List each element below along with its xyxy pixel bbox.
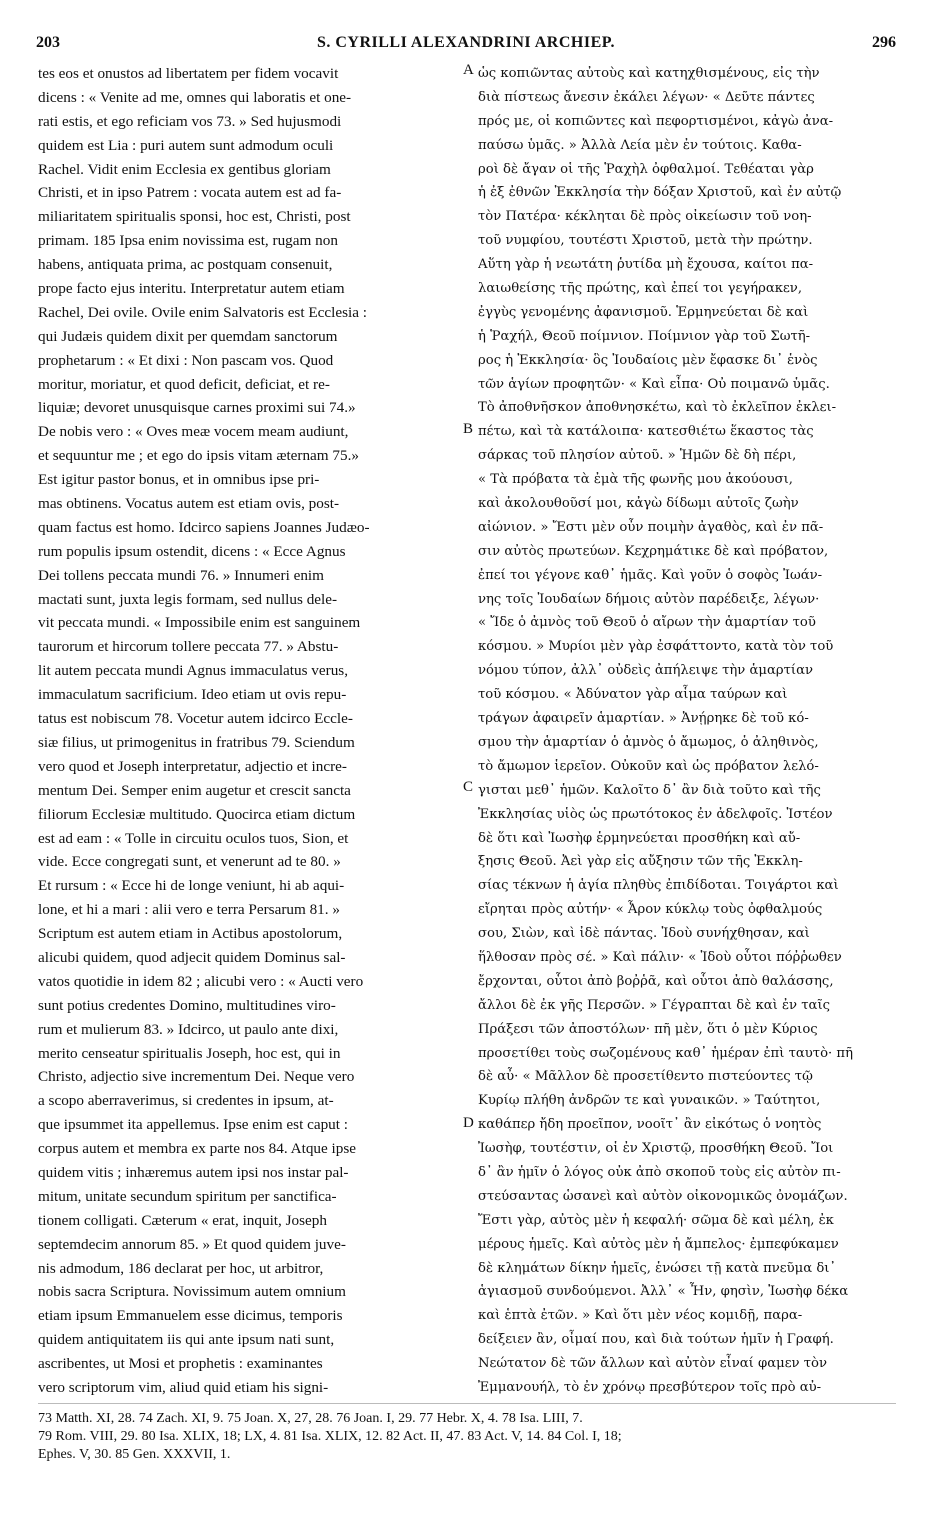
latin-text-line: rati estis, et ego reficiam vos 73. » Sed hujusmodi — [38, 112, 342, 130]
latin-text-line: moritur, moriatur, et quod deficit, deficiat, et re- — [38, 375, 330, 393]
footnote-rule — [38, 1403, 896, 1404]
footnote-line: Ephes. V, 30. 85 Gen. XXXVII, 1. — [38, 1447, 231, 1462]
latin-text-line: nis admodum, 186 declarat per hoc, ut arbitror, — [38, 1259, 324, 1277]
latin-text-line: quidem antiquitatem iis qui ante ipsum nati sunt, — [38, 1331, 335, 1349]
latin-text-line: rum populis ipsum ostendit, dicens : « Ecce Agnus — [38, 542, 346, 560]
latin-text-line: Et rursum : « Ecce hi de longe veniunt, hi ab aqui- — [38, 877, 345, 895]
latin-text-line: alicubi quidem, quod adjecit quidem Dominus sal- — [38, 948, 346, 966]
greek-text-line: τοῦ κόσμου. « Ἀδύνατον γὰρ αἷμα ταύρων καὶ — [478, 687, 788, 703]
greek-text-line: μέρους ἡμεῖς. Καὶ αὐτὸς μὲν ἡ ἄμπελος· ἐμπεφύκαμεν — [478, 1236, 839, 1252]
running-title: S. CYRILLI ALEXANDRINI ARCHIEP. — [316, 34, 616, 51]
greek-text-line: σάρκας τοῦ πλησίον αὐτοῦ. » Ἡμῶν δὲ δὴ πέρι, — [478, 448, 797, 464]
greek-text-line: ἥλθοσαν πρὸς σέ. » Καὶ πάλιν· « Ἰδοὺ οὗτοι πόῤῥωθεν — [478, 949, 842, 965]
latin-text-line: sunt potius credentes Domino, multitudines viro- — [38, 996, 336, 1014]
latin-text-line: Est igitur pastor bonus, et in omnibus ipse pri- — [38, 471, 320, 489]
latin-text-line: est ad eam : « Tolle in circuitu oculos tuos, Sion, et — [38, 829, 349, 847]
greek-text-line: Ἔστι γὰρ, αὐτὸς μὲν ἡ κεφαλή· σῶμα δὲ καὶ μέλη, ἐκ — [478, 1212, 834, 1228]
latin-text-line: lit autem peccata mundi Agnus immaculatus verus, — [38, 662, 349, 680]
greek-text-line: ἁγιασμοῦ συνδούμενοι. Ἀλλ᾿ « Ἦν, φησὶν, Ἰωσὴφ δέκα — [478, 1284, 849, 1300]
latin-text-line: vatos quotidie in idem 82 ; alicubi vero : « Aucti vero — [38, 972, 364, 990]
margin-marker-c: C — [463, 779, 474, 795]
latin-text-line: De nobis vero : « Oves meæ vocem meam audiunt, — [38, 423, 349, 441]
latin-text-line: Christi, et in ipso Patrem : vocata autem est ad fa- — [38, 184, 342, 202]
margin-marker-b: B — [463, 421, 474, 437]
latin-text-line: prope facto ejus interitu. Interpretatur autem etiam — [38, 280, 345, 298]
greek-text-line: Πράξεσι τῶν ἀποστόλων· πῆ μὲν, ὅτι ὁ μὲν Κύριος — [478, 1021, 818, 1037]
greek-text-line: Ἐμμανουήλ, τὸ ἐν χρόνῳ πρεσβύτερον τοῖς πρὸ αὐ- — [478, 1379, 822, 1395]
page-number-right: 296 — [872, 34, 896, 51]
greek-text-line: πέτω, καὶ τὰ κατάλοιπα· κατεσθιέτω ἕκαστος τὰς — [478, 424, 814, 440]
latin-text-line: mas obtinens. Vocatus autem est etiam ovis, post- — [38, 495, 340, 513]
greek-text-line: παύσω ὑμᾶς. » Ἀλλὰ Λεία μὲν ἐν τούτοις. Καθα- — [478, 137, 802, 153]
latin-text-line: corpus autem et membra ex parte nos 84. Atque ipse — [38, 1140, 357, 1158]
greek-text-line: πρός με, οἱ κοπιῶντες καὶ πεφορτισμένοι, κἀγὼ ἀνα- — [478, 113, 834, 129]
greek-text-line: αἰώνιον. » Ἔστι μὲν οὖν ποιμὴν ἀγαθὸς, καὶ ἐν πᾶ- — [478, 519, 824, 535]
latin-text-line: mentum Dei. Semper enim augetur et crescit sancta — [38, 781, 351, 799]
latin-text-line: filiorum Ecclesiæ multitudo. Quocirca etiam dictum — [38, 805, 356, 823]
greek-text-line: Αὕτη γὰρ ἡ νεωτάτη ῥυτίδα μὴ ἔχουσα, καίτοι πα- — [478, 257, 814, 273]
latin-text-line: mactati sunt, juxta legis formam, sed nullus dele- — [38, 590, 338, 608]
latin-text-line: et sequuntur me ; et ego do ipsis vitam æternam 75.» — [38, 447, 359, 465]
latin-text-line: quidem vitis ; inhæremus autem ipsi nos instar pal- — [38, 1163, 349, 1181]
greek-text-line: τὸν Πατέρα· κέκληται δὲ πρὸς οἰκείωσιν τοῦ νοη- — [478, 209, 812, 225]
latin-text-line: tatus est nobiscum 78. Vocetur autem idcirco Eccle- — [38, 710, 353, 728]
greek-text-line: ροὶ δὲ ἄγαν οἱ τῆς Ῥαχὴλ ὀφθαλμοί. Τεθέαται γὰρ — [478, 161, 814, 177]
latin-text-line: Rachel. Vidit enim Ecclesia ex gentibus gloriam — [38, 160, 331, 178]
greek-text-line: Κυρίῳ πλήθη ἀνδρῶν τε καὶ γυναικῶν. » Ταύτητοι, — [478, 1093, 821, 1109]
latin-text-line: liquiæ; devoret unusquisque carnes proximi sui 74.» — [38, 399, 356, 417]
latin-text-line: qui Judæis quidem dixit per quemdam sanctorum — [38, 327, 338, 345]
latin-text-line: merito censeatur spiritualis Joseph, hoc est, qui in — [38, 1044, 341, 1062]
greek-text-line: ἄλλοι δὲ ἐκ γῆς Περσῶν. » Γέγραπται δὲ καὶ ἐν ταῖς — [478, 997, 831, 1013]
latin-text-line: immaculatum sacrificium. Ideo etiam ut ovis repu- — [38, 686, 347, 704]
greek-text-line: σμου τὴν ἁμαρτίαν ὁ ἀμνὸς ὁ ἄμωμος, ὁ ἀληθινὸς, — [478, 734, 819, 750]
greek-text-line: ρος ἡ Ἐκκλησία· ὃς Ἰουδαίοις μὲν ἔφασκε δι᾿ ἑνὸς — [478, 352, 818, 368]
latin-text-line: vero scriptorum vim, aliud quid etiam his signi- — [38, 1378, 329, 1396]
latin-text-line: nobis sacra Scriptura. Novissimum autem omnium — [38, 1283, 346, 1301]
greek-text-line: ἔρχονται, οὗτοι ἀπὸ βοῤῥᾶ, καὶ οὗτοι ἀπὸ θαλάσσης, — [478, 973, 834, 989]
footnotes — [38, 1410, 898, 1464]
latin-text-line: ascribentes, ut Mosi et prophetis : examinantes — [38, 1355, 323, 1373]
footnote-line: 79 Rom. VIII, 29. 80 Isa. XLIX, 18; LX, 4. 81 Isa. XLIX, 12. 82 Act. II, 47. 83 Act. V, 14. 84 Col. I, 18; — [38, 1429, 622, 1444]
latin-text-line: lone, et hi a mari : alii vero e terra Persarum 81. » — [38, 901, 340, 919]
greek-text-line: λαιωθείσης τῆς πρώτης, καὶ ἐπεί τοι γεγήρακεν, — [478, 281, 803, 297]
greek-text-line: νόμου τύπον, ἀλλ᾿ οὐδεὶς ἀπήλειψε τὴν ἁμαρτίαν — [478, 663, 814, 679]
greek-text-line: διὰ πίστεως ἄνεσιν ἐκάλει λέγων· « Δεῦτε πάντες — [478, 89, 815, 105]
latin-text-line: Rachel, Dei ovile. Ovile enim Salvatoris est Ecclesia : — [38, 303, 367, 321]
page-number-left: 203 — [36, 34, 60, 51]
greek-text-line: τὸ ἄμωμον ἱερεῖον. Οὐκοῦν καὶ ὡς πρόβατον λελό- — [478, 758, 819, 774]
greek-text-line: ὡς κοπιῶντας αὐτοὺς καὶ κατηχθισμένους, εἰς τὴν — [478, 66, 820, 81]
latin-text-line: quam factus est homo. Idcirco sapiens Joannes Judæo- — [38, 518, 370, 536]
latin-text-line: Scriptum est autem etiam in Actibus apostolorum, — [38, 925, 343, 943]
latin-text-line: quidem est Lia : puri autem sunt admodum oculi — [38, 136, 334, 154]
latin-text-line: habens, antiquata prima, ac postquam consenuit, — [38, 256, 333, 274]
greek-text-line: προσετίθει τοὺς σωζομένους καθ᾿ ἡμέραν ἐπὶ ταυτὸ· πῆ — [478, 1045, 853, 1061]
greek-text-line: « Τὰ πρόβατα τὰ ἐμὰ τῆς φωνῆς μου ἀκούουσι, — [478, 472, 793, 488]
latin-text-line: que ipsummet ita appellemus. Ipse enim est caput : — [38, 1116, 349, 1134]
greek-text-line: γισται μεθ᾿ ἡμῶν. Καλοῖτο δ᾿ ἂν διὰ τοῦτο καὶ τῆς — [478, 782, 821, 798]
latin-column — [38, 62, 456, 1400]
greek-text-line: δὲ ὅτι καὶ Ἰωσὴφ ἑρμηνεύεται προσθήκη καὶ αὔ- — [478, 830, 801, 846]
greek-text-line: εἴρηται πρὸς αὐτήν· « Ἆρον κύκλῳ τοὺς ὀφθαλμούς — [478, 902, 823, 918]
latin-text-line: vero quod et Joseph interpretatur, adjectio et incre- — [38, 757, 347, 775]
greek-text-line: Τὸ ἀποθνῆσκον ἀποθνησκέτω, καὶ τὸ ἐκλεῖπον ἐκλει- — [478, 400, 837, 416]
greek-text-line: στεύσαντας ὡσανεὶ καὶ αὐτὸν οἰκονομικῶς ὀνομάζων. — [478, 1188, 848, 1204]
greek-text-line: κόσμου. » Μυρίοι μὲν γὰρ ἐσφάττοντο, κατὰ τὸν τοῦ — [478, 639, 834, 655]
greek-text-line: Ἰωσὴφ, τουτέστιν, οἱ ἐν Χριστῷ, προσθήκη Θεοῦ. Ἴοι — [478, 1141, 834, 1157]
greek-text-line: δὲ κλημάτων δίκην ἡμεῖς, ἑνώσει τῇ κατὰ πνεῦμα δι᾿ — [478, 1260, 837, 1276]
greek-text-line: καθάπερ ἤδη προεῖπον, νοοῖτ᾿ ἂν εἰκότως ὁ νοητὸς — [478, 1117, 822, 1133]
latin-text-line: etiam ipsum Emmanuelem esse dicimus, temporis — [38, 1307, 343, 1325]
latin-text-line: vide. Ecce congregati sunt, et venerunt ad te 80. » — [38, 853, 341, 871]
latin-text-line: taurorum et hircorum tollere peccata 77. » Abstu- — [38, 638, 339, 656]
latin-text-line: dicens : « Venite ad me, omnes qui laboratis et one- — [38, 88, 352, 106]
latin-text-line: vit peccata mundi. « Impossibile enim est sanguinem — [38, 614, 361, 632]
latin-text-line: tionem colligati. Cæterum « erat, inquit, Joseph — [38, 1211, 327, 1229]
running-header — [36, 34, 896, 58]
margin-marker-a: A — [463, 62, 474, 78]
greek-text-line: καὶ ἑπτὰ ἐτῶν. » Καὶ ὅτι μὲν νέος κομιδῇ, παρα- — [478, 1308, 803, 1324]
latin-text-line: prophetarum : « Et dixi : Non pascam vos. Quod — [38, 351, 334, 369]
latin-text-line: miliaritatem spiritualis sponsi, hoc est, Christi, post — [38, 208, 351, 226]
greek-text-line: Ἐκκλησίας υἱὸς ὡς πρωτότοκος ἐν ἀδελφοῖς. Ἰστέον — [478, 806, 833, 822]
greek-text-line: δ᾿ ἂν ἡμῖν ὁ λόγος οὐκ ἀπὸ σκοποῦ τοὺς εἰς αὐτὸν πι- — [478, 1164, 841, 1180]
latin-text-line: mitum, unitate secundum spiritum per sanctifica- — [38, 1187, 337, 1205]
greek-text-line: « Ἴδε ὁ ἀμνὸς τοῦ Θεοῦ ὁ αἴρων τὴν ἁμαρτίαν τοῦ — [478, 615, 816, 631]
greek-text-line: ἐπεί τοι γέγονε καθ᾿ ἡμᾶς. Καὶ γοῦν ὁ σοφὸς Ἰωάν- — [478, 567, 823, 583]
latin-text-line: Christo, adjectio sive incrementum Dei. Neque vero — [38, 1068, 355, 1086]
latin-text-line: septemdecim annorum 85. » Et quod quidem juve- — [38, 1235, 346, 1253]
latin-text-line: a scopo aberraverimus, si credentes in ipsum, at- — [38, 1092, 334, 1110]
greek-text-line: καὶ ἀκολουθοῦσί μοι, κἀγὼ δίδωμι αὐτοῖς ζωὴν — [478, 496, 799, 512]
greek-text-line: σίας τέκνων ἡ ἁγία πληθὺς ἐπιδίδοται. Τοιγάρτοι καὶ — [478, 878, 839, 894]
greek-text-line: σου, Σιὼν, καὶ ἰδὲ πάντας. Ἰδοὺ συνήχθησαν, καὶ — [478, 926, 810, 942]
greek-text-line: τράγων ἀφαιρεῖν ἁμαρτίαν. » Ἀνῄρηκε δὲ τοῦ κό- — [478, 711, 809, 727]
greek-text-line: ἡ Ῥαχήλ, Θεοῦ ποίμνιον. Ποίμνιον γὰρ τοῦ Σωτῆ- — [478, 328, 811, 344]
greek-text-line: τῶν ἁγίων προφητῶν· « Καὶ εἶπα· Οὐ ποιμανῶ ὑμᾶς. — [478, 376, 830, 392]
latin-text-line: primam. 185 Ipsa enim novissima est, rugam non — [38, 232, 338, 250]
greek-text-line: νης τοῖς Ἰουδαίων δήμοις αὐτὸν παρέδειξε, λέγων· — [478, 591, 820, 607]
greek-column — [478, 62, 894, 1400]
greek-text-line: δείξειεν ἂν, οἶμαί που, καὶ διὰ τούτων ἡμῖν ἡ Γραφή. — [478, 1332, 834, 1348]
footnote-line: 73 Matth. XI, 28. 74 Zach. XI, 9. 75 Joan. X, 27, 28. 76 Joan. I, 29. 77 Hebr. X, 4. 78 Isa. LIII, 7. — [38, 1411, 583, 1426]
greek-text-line: ξησις Θεοῦ. Ἀεὶ γὰρ εἰς αὔξησιν τῶν τῆς Ἐκκλη- — [478, 854, 803, 870]
greek-text-line: Νεώτατον δὲ τῶν ἄλλων καὶ αὐτὸν εἶναί φαμεν τὸν — [478, 1356, 827, 1372]
margin-marker-d: D — [463, 1115, 474, 1131]
greek-text-line: τοῦ νυμφίου, τουτέστι Χριστοῦ, μετὰ τὴν πρώτην. — [478, 233, 813, 249]
latin-text-line: siæ filius, ut primogenitus in fratribus 79. Sciendum — [38, 733, 355, 751]
greek-text-line: σιν αὐτὸς πρωτεύων. Κεχρημάτικε δὲ καὶ πρόβατον, — [478, 543, 829, 559]
greek-text-line: δὲ αὖ· « Μᾶλλον δὲ προσετίθεντο πιστεύοντες τῷ — [478, 1069, 813, 1085]
greek-text-line: ἐγγὺς γενομένης ἀφανισμοῦ. Ἑρμηνεύεται δὲ καὶ — [478, 304, 809, 320]
latin-text-line: rum et mulierum 83. » Idcirco, ut paulo ante dixi, — [38, 1020, 339, 1038]
latin-text-line: Dei tollens peccata mundi 76. » Innumeri enim — [38, 566, 324, 584]
greek-text-line: ἡ ἐξ ἐθνῶν Ἐκκλησία τὴν δόξαν Χριστοῦ, καὶ ἐν αὐτῷ — [478, 185, 842, 201]
latin-text-line: tes eos et onustos ad libertatem per fidem vocavit — [38, 65, 339, 82]
